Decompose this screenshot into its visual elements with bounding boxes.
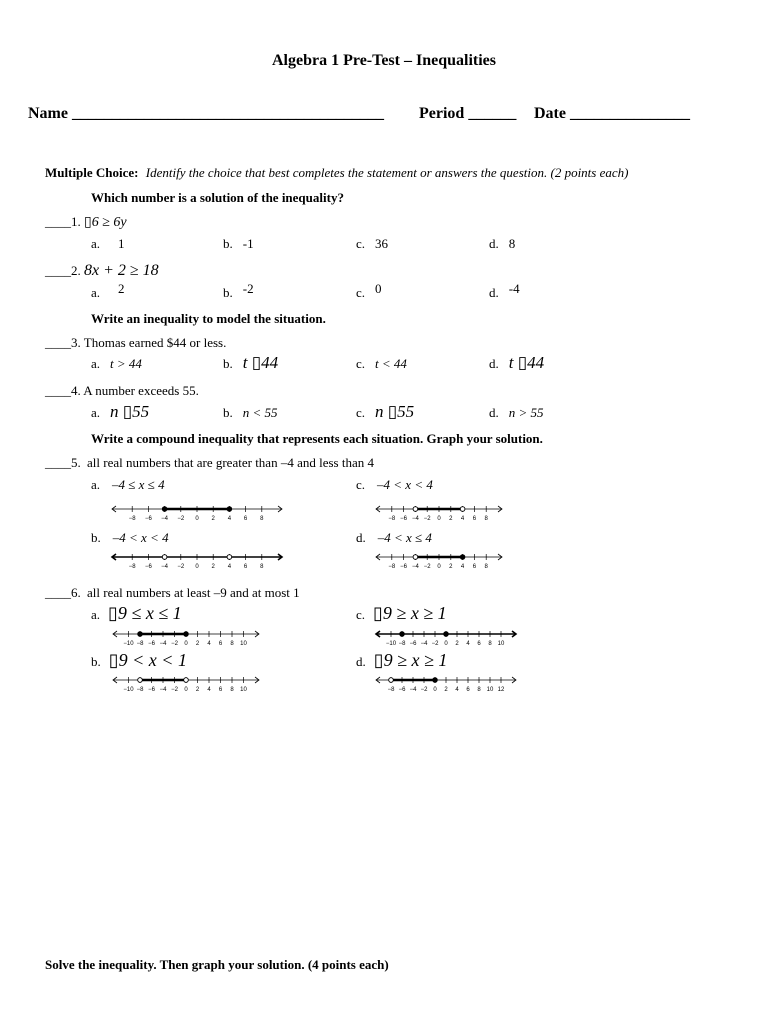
tick-label: −6 [398, 687, 406, 693]
choice-d[interactable] [489, 353, 544, 373]
closed-dot [400, 632, 405, 637]
choice-c[interactable] [356, 603, 447, 624]
choice-d[interactable] [489, 281, 520, 301]
choice-value: 0 [375, 281, 382, 296]
choice-letter: b. [223, 356, 233, 371]
open-dot [460, 507, 465, 512]
choice-letter: b. [91, 530, 101, 545]
tick-label: −2 [177, 516, 185, 522]
choice-value: n ▯55 [375, 402, 415, 421]
tick-label: 8 [230, 687, 234, 693]
tick-label: 10 [486, 687, 494, 693]
tick-label: 2 [195, 641, 200, 647]
closed-dot [433, 678, 438, 683]
tick-label: 4 [460, 564, 465, 570]
question-number: 5. [71, 455, 81, 470]
question-text: Thomas earned $44 or less. [83, 335, 227, 350]
period-field[interactable] [419, 105, 516, 123]
choice-letter: b. [223, 285, 233, 300]
choice-value: –4 ≤ x ≤ 4 [112, 477, 165, 492]
tick-label: −8 [388, 516, 396, 522]
choice-value: 8 [508, 236, 516, 251]
tick-label: −2 [431, 641, 439, 647]
choice-value: t ▯44 [508, 353, 545, 372]
choice-value: ▯9 ≥ x ≥ 1 [373, 603, 447, 623]
open-dot [138, 678, 143, 683]
tick-label: −6 [148, 641, 155, 647]
tick-label: −8 [388, 564, 396, 570]
choice-value: n < 55 [242, 405, 278, 420]
choice-value: 36 [375, 236, 389, 251]
tick-label: 6 [243, 516, 248, 522]
choice-value: -4 [508, 281, 520, 296]
page-title: Algebra 1 Pre-Test – Inequalities [272, 52, 496, 69]
tick-label: 12 [497, 687, 505, 693]
number-line-6c [376, 627, 516, 647]
tick-label: −6 [144, 564, 152, 570]
open-dot [389, 678, 394, 683]
number-line-6b [113, 673, 259, 693]
tick-label: −2 [423, 564, 431, 570]
tick-label: 0 [195, 516, 199, 522]
inequality: 8x + 2 ≥ 18 [84, 262, 159, 279]
choice-letter: c. [356, 356, 366, 371]
tick-label: 10 [240, 641, 247, 647]
choice-a[interactable] [91, 477, 165, 493]
tick-label: −10 [123, 641, 134, 647]
choice-value: 1 [118, 236, 125, 251]
number-line-6d [376, 673, 516, 693]
choice-letter: b. [223, 405, 233, 420]
tick-label: 0 [437, 516, 441, 522]
question-text: all real numbers at least –9 and at most 1 [87, 585, 300, 600]
choice-value: n ▯55 [110, 402, 150, 421]
tick-label: −4 [159, 641, 167, 647]
choice-b[interactable] [223, 236, 254, 252]
choice-letter: c. [356, 285, 366, 300]
choice-letter: a. [91, 405, 101, 420]
tick-label: 4 [207, 687, 211, 693]
question-6 [45, 585, 300, 601]
tick-label: −4 [161, 564, 169, 570]
choice-b[interactable] [223, 353, 278, 373]
choice-value: t < 44 [375, 356, 407, 371]
mc-instructions [45, 165, 628, 181]
choice-letter: d. [489, 356, 499, 371]
tick-label: 6 [218, 687, 223, 693]
closed-dot [460, 555, 465, 560]
choice-value: –4 < x ≤ 4 [377, 530, 432, 545]
question-3 [45, 335, 226, 351]
tick-label: 2 [455, 641, 459, 647]
mc-label: Multiple Choice: [45, 165, 139, 180]
choice-letter: a. [91, 477, 101, 492]
open-dot [413, 507, 418, 512]
choice-letter: d. [489, 405, 499, 420]
question-number: 4. [71, 383, 81, 398]
choice-value: n > 55 [508, 405, 544, 420]
question-1 [45, 214, 127, 231]
open-dot [227, 555, 232, 560]
closed-dot [184, 632, 189, 637]
choice-d[interactable] [489, 405, 544, 421]
question-number: 3. [71, 335, 81, 350]
choice-letter: c. [356, 405, 366, 420]
name-line: _______________________________________ [71, 105, 384, 122]
section-heading: Write an inequality to model the situation. [91, 311, 326, 326]
date-line: _______________ [569, 105, 690, 122]
tick-label: 8 [230, 641, 234, 647]
closed-dot [444, 632, 449, 637]
tick-label: −4 [411, 516, 419, 522]
closed-dot [138, 632, 143, 637]
tick-label: −2 [171, 641, 178, 647]
question-text: A number exceeds 55. [83, 383, 199, 398]
period-label: Period [419, 105, 465, 122]
question-number: 2. [71, 263, 81, 278]
name-field[interactable] [28, 105, 384, 123]
tick-label: 4 [227, 564, 232, 570]
tick-label: 2 [449, 564, 453, 570]
period-line: ______ [468, 105, 517, 122]
section-heading: Which number is a solution of the inequality? [91, 190, 344, 205]
choice-letter: a. [91, 356, 101, 371]
closed-dot [162, 507, 167, 512]
choice-value: ▯9 ≤ x ≤ 1 [108, 603, 182, 623]
tick-label: −10 [123, 687, 134, 693]
tick-label: 4 [460, 516, 465, 522]
tick-label: 2 [444, 687, 448, 693]
question-number: 6. [71, 585, 81, 600]
answer-blank[interactable]: ____ [45, 383, 71, 398]
tick-label: 8 [260, 516, 264, 522]
question-2 [45, 262, 159, 280]
tick-label: 8 [484, 564, 488, 570]
choice-letter: c. [356, 607, 366, 622]
number-line-5d [376, 550, 502, 570]
tick-label: 6 [243, 564, 248, 570]
open-dot [162, 555, 167, 560]
tick-label: −8 [128, 516, 136, 522]
choice-d[interactable] [356, 650, 447, 671]
choice-value: ▯9 ≥ x ≥ 1 [373, 650, 448, 670]
choice-letter: c. [356, 477, 366, 492]
tick-label: −2 [420, 687, 428, 693]
choice-value: -1 [242, 236, 254, 251]
choice-letter: a. [91, 607, 101, 622]
answer-blank[interactable]: ____ [45, 335, 71, 350]
answer-blank[interactable]: ____ [45, 214, 71, 229]
inequality: ▯6 ≥ 6y [84, 215, 127, 230]
choice-b[interactable] [91, 650, 187, 671]
choice-letter: d. [489, 236, 499, 251]
answer-blank[interactable]: ____ [45, 585, 71, 600]
tick-label: 6 [466, 687, 470, 693]
choice-a[interactable] [91, 236, 125, 252]
mc-text: Identify the choice that best completes the statement or answers the question. (2 points each) [145, 165, 629, 180]
tick-label: −2 [423, 516, 431, 522]
tick-label: 0 [184, 641, 188, 647]
choice-c[interactable] [356, 356, 407, 372]
tick-label: −8 [387, 687, 395, 693]
tick-label: −6 [148, 687, 155, 693]
tick-label: −4 [409, 687, 417, 693]
choice-b[interactable] [91, 530, 169, 546]
tick-label: −4 [159, 687, 167, 693]
section-heading: Write a compound inequality that represents each situation. Graph your solution. [91, 431, 543, 446]
number-line-5a [112, 502, 282, 522]
choice-c[interactable] [356, 402, 414, 422]
tick-label: 6 [218, 641, 223, 647]
tick-label: −4 [411, 564, 419, 570]
tick-label: 4 [466, 641, 470, 647]
name-label: Name [28, 105, 68, 122]
choice-letter: d. [356, 654, 366, 669]
tick-label: 6 [472, 564, 477, 570]
choice-value: –4 < x < 4 [112, 530, 169, 545]
question-text: all real numbers that are greater than –4 and less than 4 [87, 455, 374, 470]
date-label: Date [534, 105, 566, 122]
tick-label: −6 [400, 516, 408, 522]
tick-label: 10 [497, 641, 505, 647]
choice-letter: b. [91, 654, 101, 669]
choice-c[interactable] [356, 281, 382, 301]
choice-b[interactable] [223, 281, 254, 301]
answer-blank[interactable]: ____ [45, 455, 71, 470]
choice-letter: c. [356, 236, 366, 251]
question-4 [45, 383, 199, 399]
question-number: 1. [71, 214, 81, 229]
choice-a[interactable] [91, 356, 142, 372]
tick-label: −4 [420, 641, 428, 647]
tick-label: 0 [444, 641, 448, 647]
choice-letter: a. [91, 285, 101, 300]
tick-label: −8 [128, 564, 136, 570]
tick-label: −10 [385, 641, 397, 647]
tick-label: 10 [240, 687, 247, 693]
tick-label: 8 [477, 687, 481, 693]
tick-label: 2 [195, 687, 200, 693]
tick-label: 2 [211, 564, 215, 570]
tick-label: 4 [207, 641, 211, 647]
tick-label: −6 [409, 641, 417, 647]
tick-label: −8 [136, 687, 144, 693]
choice-c[interactable] [356, 477, 433, 493]
choice-value: 2 [118, 281, 125, 296]
tick-label: −2 [171, 687, 178, 693]
choice-d[interactable] [356, 530, 432, 546]
choice-value: t > 44 [110, 356, 142, 371]
choice-letter: d. [489, 285, 499, 300]
closed-dot [227, 507, 232, 512]
choice-value: –4 < x < 4 [377, 477, 433, 492]
choice-a[interactable] [91, 281, 125, 301]
choice-letter: b. [223, 236, 233, 251]
number-line-6a [113, 627, 259, 647]
choice-b[interactable] [223, 405, 278, 421]
tick-label: 8 [260, 564, 264, 570]
choice-d[interactable] [489, 236, 515, 252]
section-footer: Solve the inequality. Then graph your solution. (4 points each) [45, 957, 389, 972]
answer-blank[interactable]: ____ [45, 263, 71, 278]
choice-value: t ▯44 [242, 353, 279, 372]
choice-value: -2 [242, 281, 254, 296]
tick-label: −4 [161, 516, 169, 522]
tick-label: 2 [211, 516, 215, 522]
tick-label: 4 [455, 687, 459, 693]
choice-c[interactable] [356, 236, 388, 252]
number-line-5b [112, 550, 282, 570]
tick-label: 2 [449, 516, 453, 522]
number-line-5c [376, 502, 502, 522]
tick-label: −6 [400, 564, 408, 570]
tick-label: −2 [177, 564, 185, 570]
choice-a[interactable] [91, 603, 182, 624]
tick-label: 8 [488, 641, 492, 647]
tick-label: −6 [144, 516, 152, 522]
question-5 [45, 455, 374, 471]
tick-label: −8 [398, 641, 406, 647]
tick-label: 6 [472, 516, 477, 522]
tick-label: 0 [433, 687, 437, 693]
choice-a[interactable] [91, 402, 149, 422]
choice-value: ▯9 < x < 1 [108, 650, 187, 670]
tick-label: 8 [484, 516, 488, 522]
choice-letter: a. [91, 236, 101, 251]
tick-label: 0 [184, 687, 188, 693]
tick-label: 0 [195, 564, 199, 570]
date-field[interactable] [534, 105, 690, 123]
choice-letter: d. [356, 530, 366, 545]
open-dot [184, 678, 189, 683]
tick-label: 6 [477, 641, 481, 647]
open-dot [413, 555, 418, 560]
tick-label: −8 [136, 641, 144, 647]
tick-label: 0 [437, 564, 441, 570]
tick-label: 4 [227, 516, 232, 522]
